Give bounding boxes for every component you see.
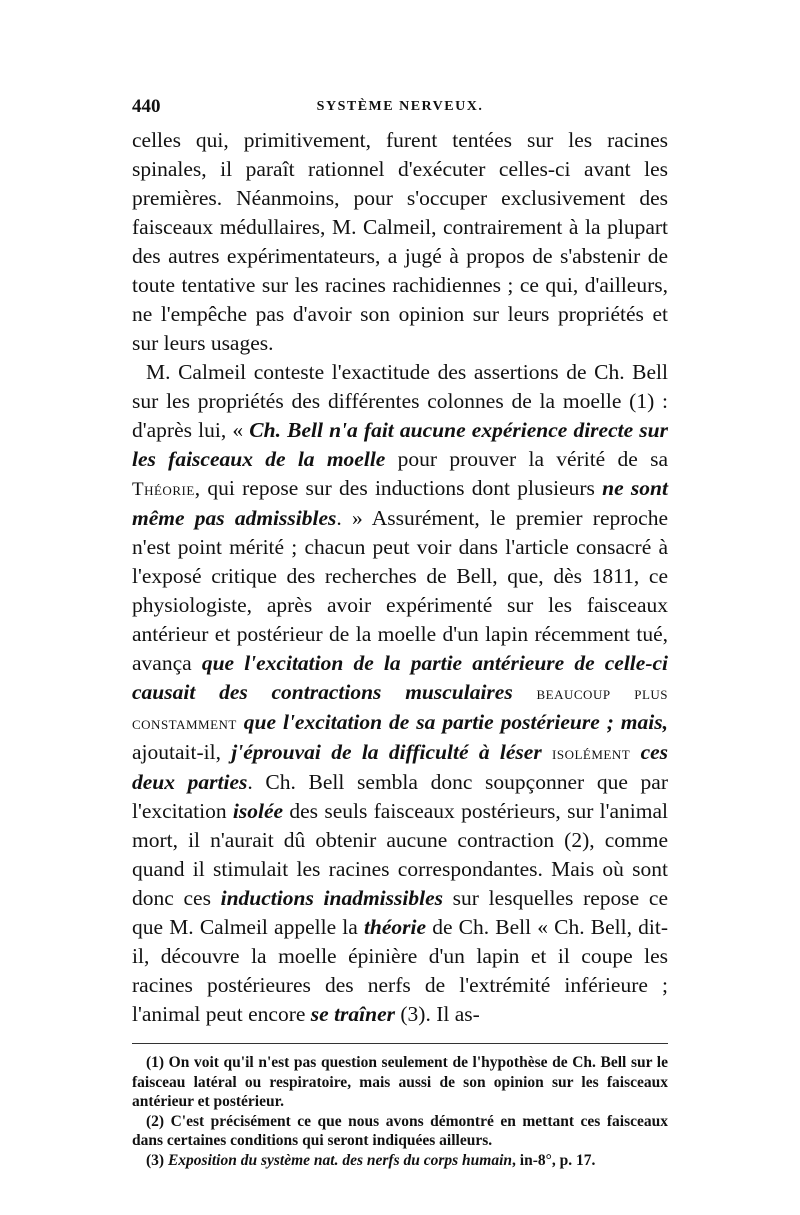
quote-emphasis: j'éprouvai de la difficulté à léser [231, 740, 542, 764]
running-head: SYSTÈME NERVEUX. [316, 99, 484, 114]
text-run: . » Assurément, le premier reproche n'est point mérité ; chacun peut voir dans l'article consacré à l'exposé critique des recherches de Bell, que, dès 1811, ce physiologiste, après avoir expérimenté sur les faisceaux antérieur et postérieur de la moelle d'un lapin récemment tué, avança [132, 506, 668, 675]
quote-emphasis: se traîner [310, 1002, 396, 1026]
footnote-1: (1) On voit qu'il n'est pas question seulement de l'hypothèse de Ch. Bell sur le faisceau latéral ou respiratoire, mais aussi de son opinion sur les faisceaux antérieur et postérieur. [132, 1054, 668, 1110]
text-run: pour prouver la vérité de sa [385, 447, 668, 471]
body-text [132, 126, 668, 1029]
text-run: , qui repose sur des inductions dont plusieurs [194, 476, 603, 500]
small-caps-term: isolément [552, 743, 631, 764]
quote-emphasis: inductions inadmissibles [220, 886, 443, 910]
footnote-2: (2) C'est précisément ce que nous avons démontré en mettant ces faisceaux dans certaines conditions qui seront indiquées ailleurs. [132, 1112, 668, 1149]
book-page [132, 96, 668, 1170]
quote-emphasis: que l'excitation de sa partie postérieure ; mais, [243, 710, 668, 734]
text-run: de Ch. Bell « Ch. Bell, dit-il, découvre la moelle épinière d'un lapin et il coupe les racines postérieures des nerfs de l'extrémité inférieure ; l'animal peut encore [132, 915, 668, 1026]
text-run: des seuls faisceaux postérieurs, sur l'animal mort, il n'aurait dû obtenir aucune contraction (2), comme quand il stimulait les racines correspondantes. Mais où sont donc ces [132, 799, 669, 910]
quote-emphasis: ne sont même pas admissibles [132, 476, 668, 530]
text-run [542, 740, 552, 764]
quote-emphasis: isolée [232, 799, 284, 823]
paragraph-1: celles qui, primitivement, furent tentées sur les racines spinales, il paraît rationnel d'exécuter celles-ci avant les premières. Néanmoins, pour s'occuper exclusivement des faisceaux médullaires, M. Calmeil, contrairement à la plupart des autres expérimentateurs, a jugé à propos de s'abstenir de toute tentative sur les racines rachidiennes ; ce qui, d'ailleurs, ne l'empêche pas d'avoir son opinion sur leurs propriétés et sur leurs usages. [132, 128, 668, 355]
page-header [132, 96, 668, 124]
text-run [513, 680, 537, 704]
footnotes [132, 1053, 668, 1170]
quote-emphasis: que l'excitation de la partie antérieure de celle-ci causait des contractions musculaires [132, 651, 669, 704]
text-run: (3). Il as- [395, 1002, 480, 1026]
small-caps-term: Théorie [132, 479, 195, 500]
footnote-3 [132, 1151, 668, 1171]
paragraph-2 [132, 358, 668, 1029]
quote-emphasis: Ch. Bell n'a fait aucune expérience directe sur les faisceaux de la moelle [132, 418, 668, 471]
citation-details: , in-8°, p. 17. [512, 1151, 596, 1169]
quote-emphasis: théorie [363, 915, 427, 939]
quote-emphasis: ces deux parties [132, 740, 669, 794]
text-run: . Ch. Bell sembla donc soupçonner que par l'excitation [132, 770, 668, 823]
text-run [630, 740, 640, 764]
cited-work-title: Exposition du système nat. des nerfs du corps humain [167, 1151, 513, 1169]
text-run [237, 710, 244, 734]
text-run: M. Calmeil conteste l'exactitude des assertions de Ch. Bell sur les propriétés des différentes colonnes de la moelle (1) : d'après lui, « [132, 360, 668, 442]
page-number: 440 [132, 96, 161, 117]
text-run: ajoutait-il, [132, 740, 232, 764]
text-run: sur lesquelles repose ce que M. Calmeil appelle la [132, 886, 668, 939]
small-caps-term: beaucoup plus constamment [132, 683, 669, 734]
footnote-marker: (3) [146, 1151, 168, 1169]
footnote-divider [132, 1043, 668, 1044]
